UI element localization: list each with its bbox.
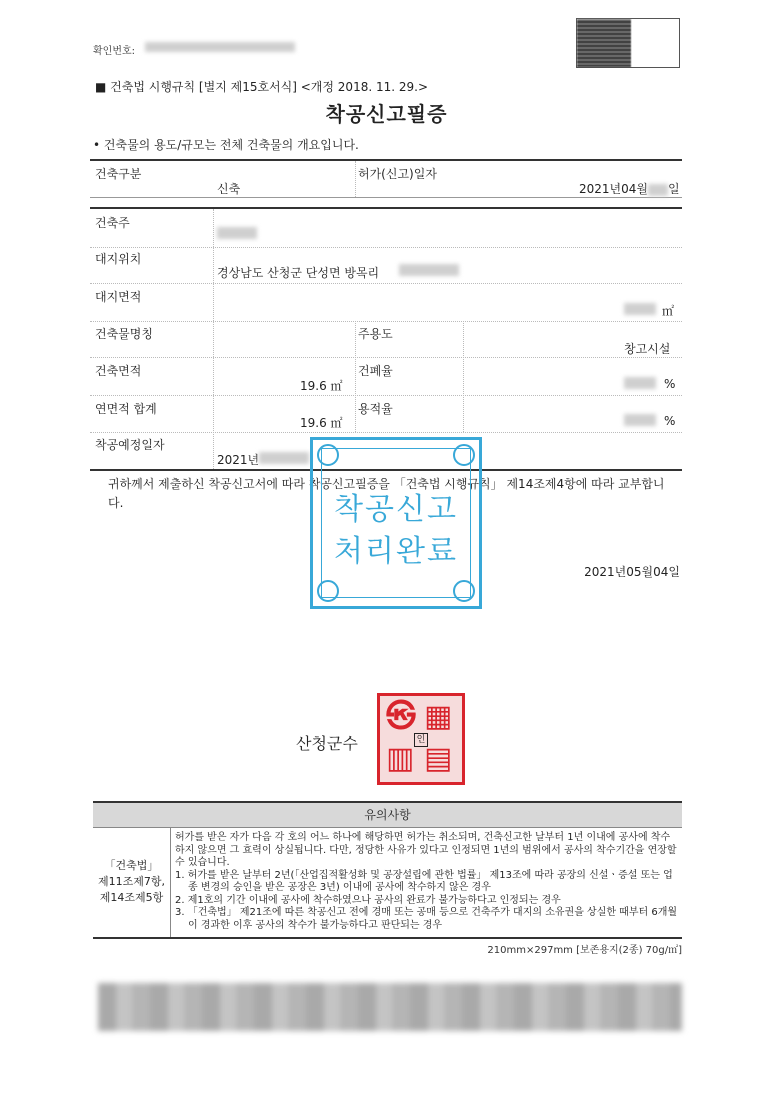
- stamp-line-1: 착공신고: [334, 492, 458, 527]
- section-divider: [90, 207, 682, 209]
- start-date-label: 착공예정일자: [95, 438, 165, 452]
- total-floor-area-value: 19.6 ㎡: [300, 416, 343, 430]
- site-area-unit: ㎡: [662, 304, 675, 318]
- row-divider: [90, 357, 682, 358]
- caution-law-reference: [93, 828, 171, 937]
- seal-glyph-icon: ▥: [386, 741, 415, 776]
- column-divider: [213, 209, 214, 469]
- caution-item: 3. 「건축법」 제21조에 따른 착공신고 전에 경매 또는 공매 등으로 건축주가 대지의 소유권을 상실한 때부터 6개월이 경과한 이후 공사의 착수가 불가능하다고 판단되는 경우: [175, 907, 678, 931]
- stamp-ornament-icon: [453, 580, 475, 602]
- issuance-statement: 귀하께서 제출하신 착공신고서에 따라 착공신고필증을 「건축법 시행규칙」 제14조제4항에 따라 교부합니다.: [108, 477, 665, 510]
- floor-area-ratio-redacted: [624, 414, 656, 426]
- caution-item: 2. 제1호의 기간 이내에 공사에 착수하였으나 공사의 완료가 불가능하다고 인정되는 경우: [175, 894, 561, 906]
- permit-date-suffix: 일: [668, 182, 680, 196]
- build-type-value: 신축: [217, 182, 241, 196]
- row-divider: [90, 395, 682, 396]
- column-divider: [463, 321, 464, 432]
- redacted-footer: [98, 983, 682, 1031]
- row-divider: [90, 432, 682, 433]
- stamp-ornament-icon: [453, 444, 475, 466]
- site-location-value: 경상남도 산청군 단성면 방목리: [217, 266, 380, 280]
- permit-date-value: [579, 180, 680, 197]
- form-reference: ■ 건축법 시행규칙 [별지 제15호서식] <개정 2018. 11. 29.>: [95, 80, 428, 94]
- redacted-text: [648, 184, 668, 196]
- seal-mark: 인: [414, 733, 428, 747]
- caution-body: [175, 832, 678, 932]
- start-date-redacted: [259, 452, 309, 464]
- main-use-value: 창고시설: [624, 342, 671, 356]
- issuer-name: 산청군수: [296, 734, 358, 753]
- floor-area-ratio-label: 용적율: [358, 402, 393, 416]
- issue-date: 2021년05월04일: [584, 565, 680, 579]
- site-location-redacted: [399, 264, 459, 276]
- permit-date-label: 허가(신고)일자: [358, 167, 437, 181]
- caution-title: 유의사항: [93, 803, 682, 828]
- caution-table: [93, 801, 682, 939]
- law-line: 제14조제5항: [99, 891, 164, 904]
- build-type-label: 건축구분: [95, 167, 142, 181]
- owner-redacted: [217, 227, 257, 239]
- row-divider: [90, 321, 682, 322]
- table-top-border: [90, 159, 682, 161]
- law-line: 「건축법」: [104, 859, 159, 872]
- site-area-redacted: [624, 303, 656, 315]
- building-area-label: 건축면적: [95, 364, 142, 378]
- completion-stamp: [310, 437, 482, 609]
- floor-area-ratio-unit: %: [664, 414, 676, 428]
- building-area-value: 19.6 ㎡: [300, 379, 343, 393]
- site-location-label: 대지위치: [95, 252, 142, 266]
- row-divider: [90, 283, 682, 284]
- coverage-ratio-redacted: [624, 377, 656, 389]
- row-divider: [90, 247, 682, 248]
- law-line: 제11조제7항,: [98, 875, 165, 888]
- column-divider: [355, 161, 356, 197]
- confirm-number-redacted: [145, 42, 295, 52]
- seal-glyph-icon: ▦: [424, 699, 453, 734]
- caution-intro: 허가를 받은 자가 다음 각 호의 어느 하나에 해당하면 허가는 취소되며, 건축신고한 날부터 1년 이내에 공사에 착수하지 않으면 그 효력이 상실됩니다. 다만, 정당한 사유가 있다고 인정되면 1년의 범위에서 공사의 착수기간을 연장할 수 있습니다.: [175, 832, 677, 868]
- coverage-ratio-unit: %: [664, 377, 676, 391]
- coverage-ratio-label: 건폐율: [358, 364, 393, 378]
- main-use-label: 주용도: [358, 327, 393, 341]
- stamp-ornament-icon: [317, 444, 339, 466]
- permit-date-prefix: 2021년04월: [579, 182, 648, 196]
- site-area-label: 대지면적: [95, 290, 142, 304]
- confirm-number-label: 확인번호:: [93, 46, 136, 57]
- row-divider: [90, 197, 682, 198]
- paper-spec: 210mm×297mm [보존용지(2종) 70g/㎡]: [487, 945, 682, 956]
- start-date-value: 2021년: [217, 453, 260, 467]
- total-floor-area-label: 연면적 합계: [95, 402, 157, 416]
- qr-code-icon: [577, 19, 631, 67]
- owner-label: 건축주: [95, 216, 130, 230]
- seal-glyph-icon: ㉿: [386, 699, 416, 734]
- stamp-ornament-icon: [317, 580, 339, 602]
- seal-glyph-icon: ▤: [424, 741, 453, 776]
- building-name-label: 건축물명칭: [95, 327, 153, 341]
- document-title: 착공신고필증: [325, 102, 448, 126]
- column-divider: [355, 321, 356, 432]
- caution-item: 1. 허가를 받은 날부터 2년(「산업집적활성화 및 공장설립에 관한 법률」 제13조에 따라 공장의 신설ㆍ증설 또는 업종 변경의 승인을 받은 공장은 3년) 이내에 공사에 착수하지 않은 경우: [175, 869, 673, 893]
- scope-note: • 건축물의 용도/규모는 전체 건축물의 개요입니다.: [93, 138, 359, 152]
- stamp-line-2: 처리완료: [334, 534, 458, 569]
